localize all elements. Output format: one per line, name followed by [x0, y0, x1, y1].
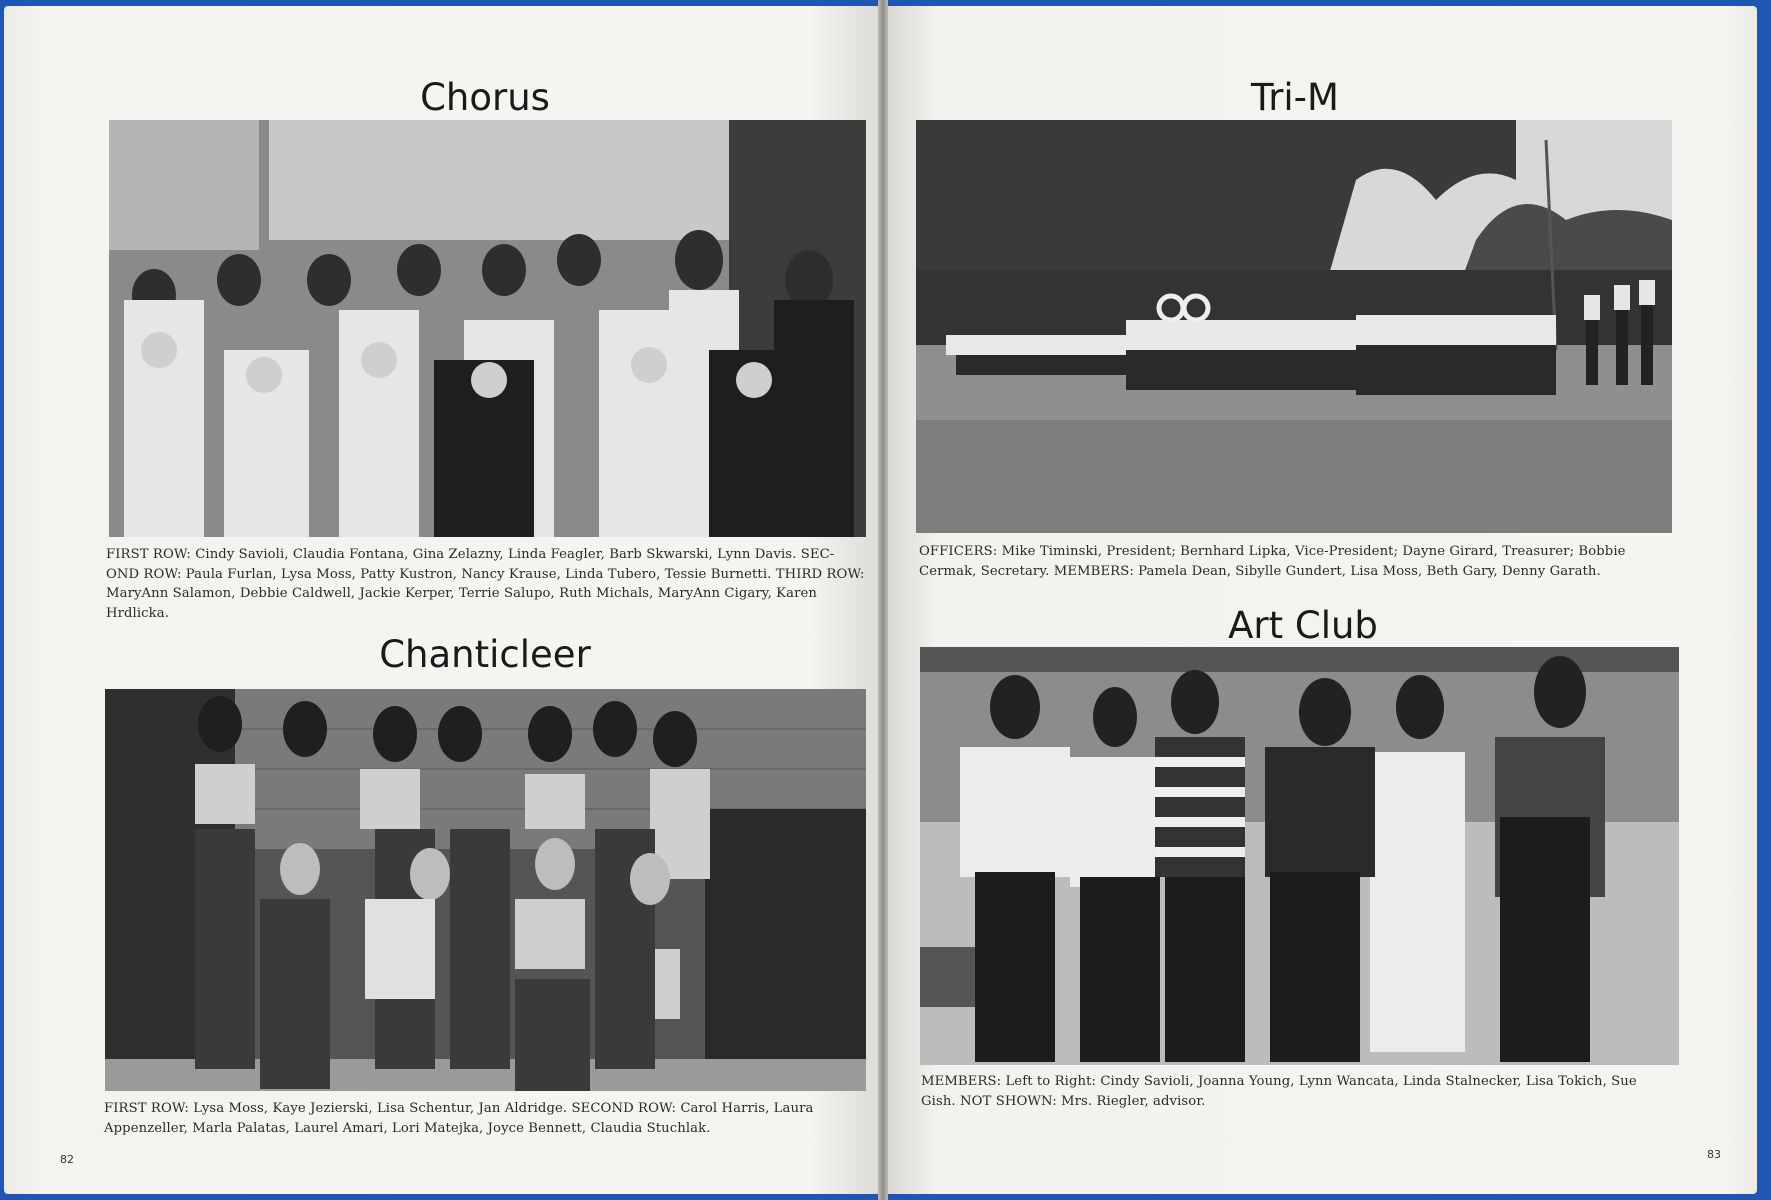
- art-club-title: Art Club: [1228, 604, 1378, 647]
- page-number-right: 83: [1707, 1148, 1721, 1161]
- chanticleer-title: Chanticleer: [379, 633, 591, 676]
- chanticleer-photo: [105, 689, 866, 1091]
- art-club-photo: [920, 647, 1679, 1065]
- chorus-title: Chorus: [420, 76, 550, 119]
- book-gutter: [878, 0, 888, 1200]
- trim-photo: [916, 120, 1672, 533]
- trim-title: Tri-M: [1251, 76, 1339, 119]
- art-club-caption: MEMBERS: Left to Right: Cindy Savioli, Joanna Young, Lynn Wancata, Linda Stalnecker, Lisa Tokich, Sue Gish. NOT SHOWN: Mrs. Riegler, advisor.: [921, 1074, 1637, 1109]
- chorus-caption: FIRST ROW: Cindy Savioli, Claudia Fontana, Gina Zelazny, Linda Feagler, Barb Skwarski, Lynn Davis. SEC-OND ROW: Paula Furlan, Lysa Moss, Patty Kustron, Nancy Krause, Linda Tubero, Tessie Burnetti. THIRD ROW: MaryAnn Salamon, Debbie Caldwell, Jackie Kerper, Terrie Salupo, Ruth Michals, MaryAnn Cigary, Karen Hrdlicka.: [106, 547, 865, 621]
- chorus-photo: [109, 120, 866, 537]
- trim-caption: OFFICERS: Mike Timinski, President; Bernhard Lipka, Vice-President; Dayne Girard, Treasurer; Bobbie Cermak, Secretary. MEMBERS: Pamela Dean, Sibylle Gundert, Lisa Moss, Beth Gary, Denny Garath.: [919, 544, 1626, 579]
- chanticleer-caption: FIRST ROW: Lysa Moss, Kaye Jezierski, Lisa Schentur, Jan Aldridge. SECOND ROW: Carol Harris, Laura Appenzeller, Marla Palatas, Laurel Amari, Lori Matejka, Joyce Bennett, Claudia Stuchlak.: [104, 1101, 814, 1136]
- page-number-left: 82: [60, 1153, 74, 1166]
